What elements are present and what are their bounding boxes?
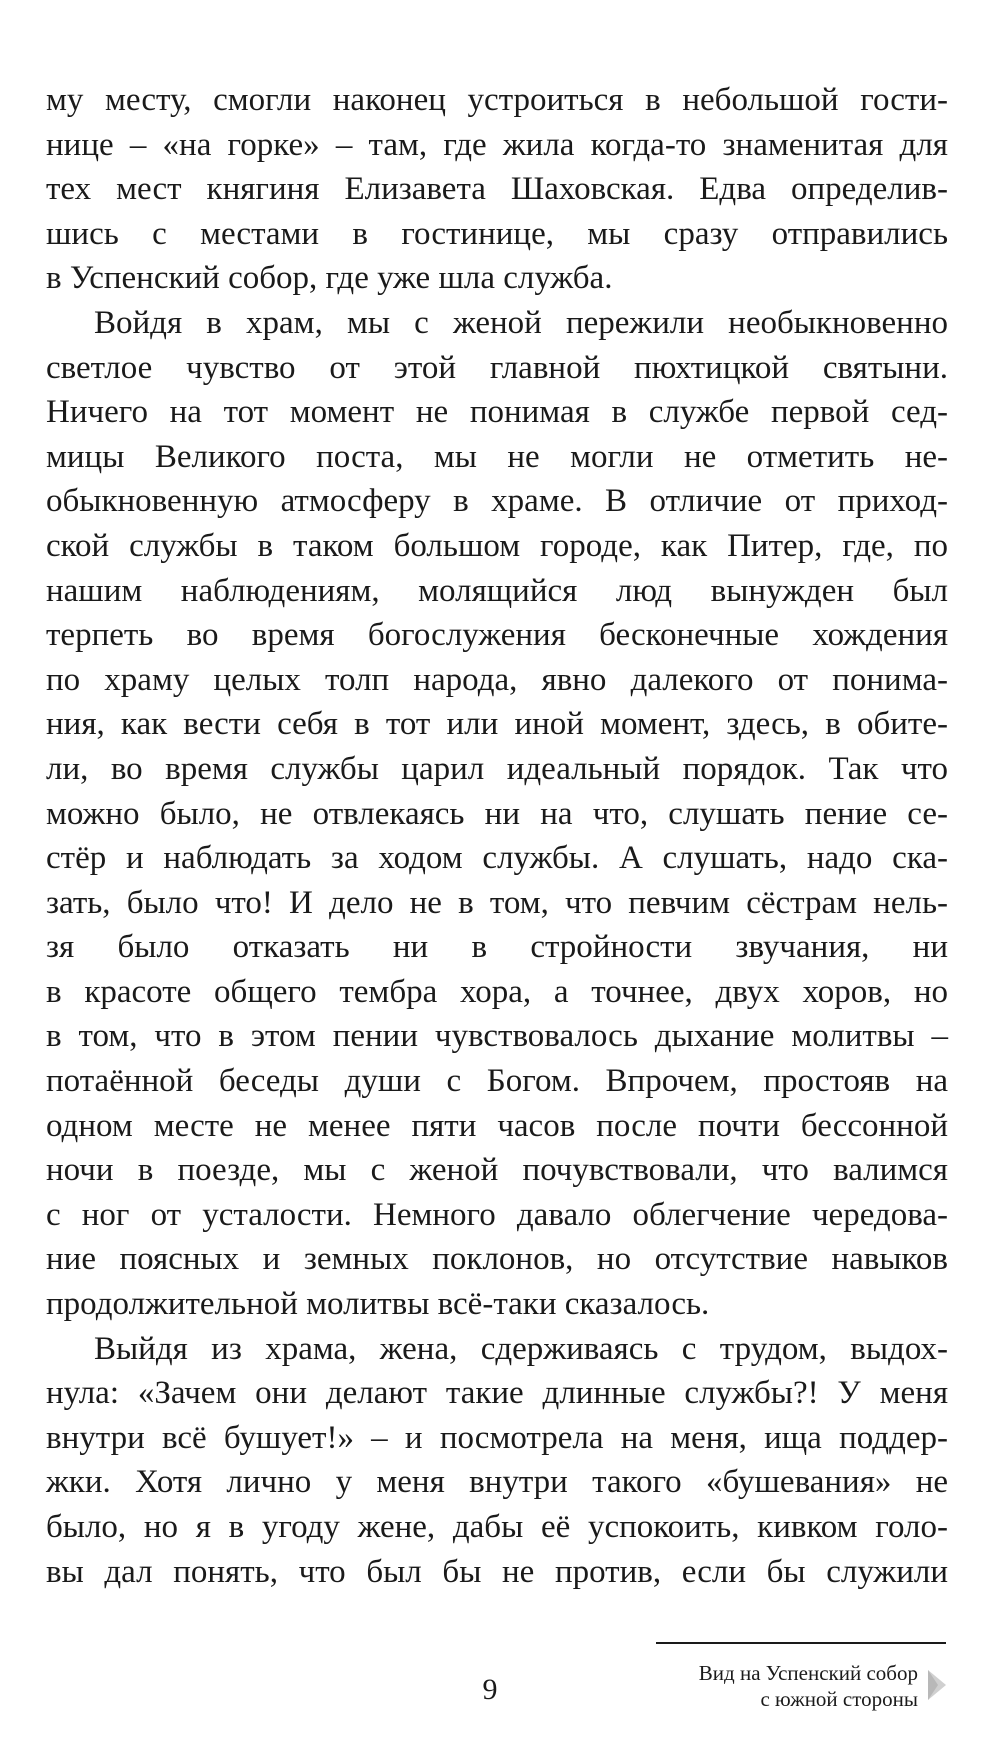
- text-line: Войдя в храм, мы с женой пережили необыкновенно: [94, 304, 948, 341]
- text-line: мицы Великого поста, мы не могли не отметить не-: [46, 438, 948, 475]
- text-line: можно было, не отвлекаясь ни на что, слушать пение се-: [46, 795, 948, 832]
- page-footer: [0, 1630, 1000, 1740]
- triangle-right-icon: [926, 1668, 948, 1702]
- text-line: зя было отказать ни в стройности звучания, ни: [46, 929, 948, 966]
- text-line: потаённой беседы души с Богом. Впрочем, простояв на: [46, 1063, 948, 1100]
- caption-divider: [656, 1642, 946, 1644]
- text-line: ния, как вести себя в тот или иной момент, здесь, в обите-: [46, 706, 948, 743]
- text-line: нице – «на горке» – там, где жила когда-то знаменитая для: [46, 126, 948, 163]
- text-line: вы дал понять, что был бы не против, если бы служили: [46, 1553, 948, 1590]
- caption-line: Вид на Успенский собор: [698, 1661, 918, 1685]
- text-line: светлое чувство от этой главной пюхтицкой святыни.: [46, 349, 948, 386]
- text-line: одном месте не менее пяти часов после почти бессонной: [46, 1107, 948, 1144]
- text-line: жки. Хотя лично у меня внутри такого «бушевания» не: [46, 1464, 948, 1501]
- text-line: внутри всё бушует!» – и посмотрела на меня, ища поддер-: [46, 1419, 948, 1456]
- text-line: ние поясных и земных поклонов, но отсутствие навыков: [46, 1241, 948, 1278]
- text-line: стёр и наблюдать за ходом службы. А слушать, надо ска-: [46, 840, 948, 877]
- text-line: Ничего на тот момент не понимая в службе первой сед-: [46, 394, 948, 431]
- text-line: шись с местами в гостинице, мы сразу отправились: [46, 215, 948, 252]
- text-line: по храму целых толп народа, явно далекого от понима-: [46, 661, 948, 698]
- text-line: му месту, смогли наконец устроиться в небольшой гости-: [46, 82, 948, 118]
- text-line: в красоте общего тембра хора, а точнее, двух хоров, но: [46, 973, 948, 1010]
- text-line: ли, во время службы царил идеальный порядок. Так что: [46, 750, 948, 787]
- image-caption: [640, 1660, 918, 1712]
- text-line: с ног от усталости. Немного давало облегчение чередова-: [46, 1196, 948, 1233]
- text-line: в том, что в этом пении чувствовалось дыхание молитвы –: [46, 1018, 948, 1055]
- text-line: продолжительной молитвы всё-таки сказалось.: [46, 1286, 710, 1323]
- body-text: [46, 78, 948, 1594]
- page-number: 9: [482, 1673, 498, 1706]
- text-line: обыкновенную атмосферу в храме. В отличие от приход-: [46, 483, 948, 520]
- text-line: было, но я в угоду жене, дабы её успокоить, кивком голо-: [46, 1509, 948, 1545]
- text-line: в Успенский собор, где уже шла служба.: [46, 260, 613, 297]
- text-line: ской службы в таком большом городе, как Питер, где, по: [46, 527, 948, 564]
- text-line: тех мест княгиня Елизавета Шаховская. Едва определив-: [46, 171, 948, 208]
- text-line: Выйдя из храма, жена, сдерживаясь с трудом, выдох-: [94, 1330, 948, 1367]
- caption-line: с южной стороны: [760, 1687, 918, 1711]
- text-line: ночи в поезде, мы с женой почувствовали, что валимся: [46, 1152, 948, 1189]
- text-line: нула: «Зачем они делают такие длинные службы?! У меня: [46, 1375, 948, 1412]
- text-line: зать, было что! И дело не в том, что певчим сёстрам нель-: [46, 884, 948, 921]
- text-line: нашим наблюдениям, молящийся люд вынужден был: [46, 572, 948, 609]
- text-line: терпеть во время богослужения бесконечные хождения: [46, 617, 948, 654]
